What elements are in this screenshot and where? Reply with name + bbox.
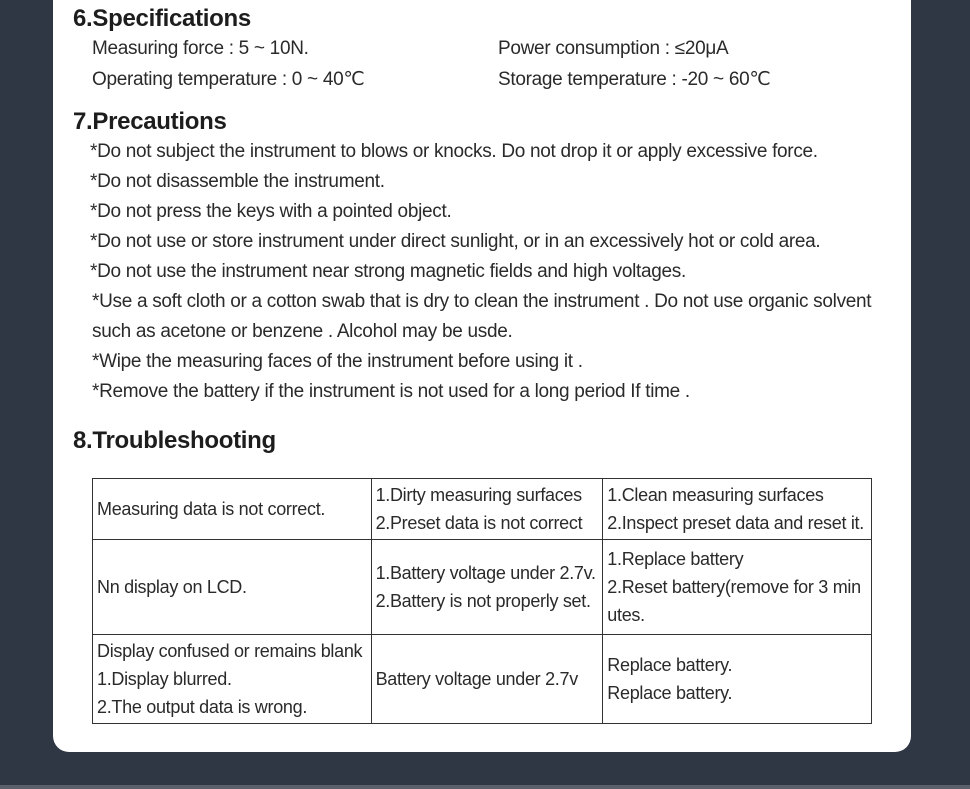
precaution-item: *Do not use the instrument near strong magnetic fields and high voltages.: [90, 261, 686, 282]
solution-cell: [603, 540, 872, 635]
cause-text: 1.Battery voltage under 2.7v.: [375, 563, 596, 583]
cause-text: 2.Preset data is not correct: [375, 513, 583, 533]
precaution-item: *Remove the battery if the instrument is not used for a long period If time .: [92, 381, 690, 402]
problem-text: 1.Display blurred.: [97, 669, 232, 689]
problem-cell: [93, 479, 372, 540]
problem-text: Display confused or remains blank: [97, 641, 363, 661]
precaution-item: *Use a soft cloth or a cotton swab that is dry to clean the instrument . Do not use organic solvent: [92, 291, 872, 312]
cause-cell: [371, 540, 603, 635]
precautions-heading: 7.Precautions: [73, 108, 227, 135]
precaution-item: *Do not use or store instrument under direct sunlight, or in an excessively hot or cold area.: [90, 231, 821, 252]
solution-cell: [603, 635, 872, 724]
cause-cell: [371, 479, 603, 540]
cause-text: Battery voltage under 2.7v: [375, 669, 578, 689]
problem-cell: [93, 635, 372, 724]
cause-text: 1.Dirty measuring surfaces: [375, 485, 582, 505]
problem-text: Measuring data is not correct.: [97, 499, 326, 519]
specifications-heading: 6.Specifications: [73, 5, 251, 32]
solution-cell: [603, 479, 872, 540]
precaution-item: *Wipe the measuring faces of the instrument before using it .: [92, 351, 583, 372]
spec-measuring-force: Measuring force : 5 ~ 10N.: [92, 38, 309, 59]
solution-text: 1.Clean measuring surfaces: [607, 485, 824, 505]
spec-operating-temperature: Operating temperature : 0 ~ 40℃: [92, 69, 365, 90]
troubleshooting-heading: 8.Troubleshooting: [73, 427, 276, 454]
cause-cell: [371, 635, 603, 724]
problem-cell: [93, 540, 372, 635]
solution-text: 2.Reset battery(remove for 3 min utes.: [607, 577, 861, 625]
cause-text: 2.Battery is not properly set.: [375, 591, 591, 611]
precaution-item: *Do not subject the instrument to blows or knocks. Do not drop it or apply excessive force.: [90, 141, 818, 162]
table-row: [93, 479, 872, 540]
spec-storage-temperature: Storage temperature : -20 ~ 60℃: [498, 69, 771, 90]
solution-text: 1.Replace battery: [607, 549, 744, 569]
solution-text: Replace battery.: [607, 683, 733, 703]
problem-text: 2.The output data is wrong.: [97, 697, 308, 717]
solution-text: Replace battery.: [607, 655, 733, 675]
spec-power-consumption: Power consumption : ≤20μA: [498, 38, 729, 59]
table-row: [93, 540, 872, 635]
troubleshooting-table: [92, 478, 872, 724]
precaution-item: *Do not disassemble the instrument.: [90, 171, 385, 192]
table-row: [93, 635, 872, 724]
precaution-item: *Do not press the keys with a pointed object.: [90, 201, 452, 222]
precaution-item-continued: such as acetone or benzene . Alcohol may be usde.: [92, 321, 513, 342]
problem-text: Nn display on LCD.: [97, 577, 247, 597]
bottom-divider: [0, 785, 970, 789]
solution-text: 2.Inspect preset data and reset it.: [607, 513, 864, 533]
